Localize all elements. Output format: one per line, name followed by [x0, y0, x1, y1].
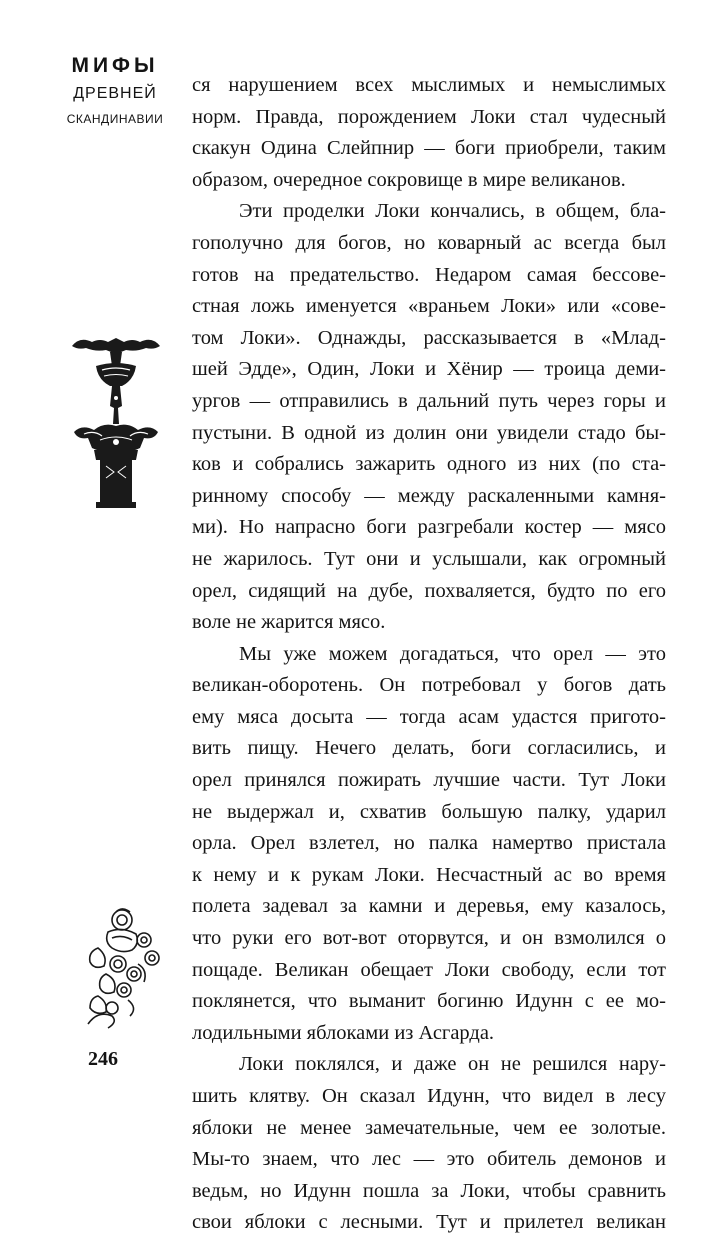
text-line: Эти проделки Локи кончались, в общем, бла- — [239, 200, 666, 223]
text-line: скакун Одина Слейпнир — боги приобрели, таким — [192, 137, 666, 160]
text-line: том Локи». Однажды, рассказывается в «Млад- — [192, 326, 666, 349]
text-line: вить пищу. Нечего делать, боги согласились, и — [192, 737, 666, 760]
text-line: воле не жарится мясо. — [192, 611, 386, 634]
floral-ornament-icon — [78, 904, 164, 1037]
text-line: что руки его вот-вот оторвутся, и он взмолился о — [192, 927, 666, 950]
text-line: не выдержал и, схватив большую палку, ударил — [192, 800, 666, 823]
series-subtitle-1: ДРЕВНЕЙ — [73, 85, 157, 102]
text-line: ринному способу — между раскаленными камня- — [192, 484, 666, 507]
text-line: ми). Но напрасно боги разгребали костер — мясо — [192, 516, 666, 539]
text-line: ведьм, но Идунн пошла за Локи, чтобы сравнить — [192, 1179, 666, 1202]
series-title: МИФЫ — [71, 54, 159, 77]
paragraph — [192, 1049, 666, 1239]
paragraph — [192, 70, 666, 196]
text-line: не жарилось. Тут они и услышали, как огромный — [192, 547, 666, 570]
text-line: готов на предательство. Недаром самая бессове- — [192, 263, 666, 286]
text-line: ургов — отправились в дальний путь через горы и — [192, 389, 666, 412]
text-line: орла. Орел взлетел, но палка намертво пристала — [192, 832, 666, 855]
text-line: Мы-то знаем, что лес — это обитель демонов и — [192, 1148, 666, 1171]
text-line: великан-оборотень. Он потребовал у богов дать — [192, 674, 666, 697]
text-line: стная ложь именуется «враньем Локи» или «сове- — [192, 295, 666, 318]
text-line: поклянется, что выманит богиню Идунн с ее мо- — [192, 990, 666, 1013]
page-number: 246 — [88, 1048, 118, 1070]
text-line: гополучно для богов, но коварный ас всегда был — [192, 231, 666, 254]
paragraph — [192, 639, 666, 1050]
text-line: Мы уже можем догадаться, что орел — это — [239, 642, 666, 665]
text-line: орел, сидящий на дубе, похваляется, будто по его — [192, 579, 666, 602]
text-line: к нему и к рукам Локи. Несчастный ас во время — [192, 863, 666, 886]
text-line: Локи поклялся, и даже он не решился нару- — [239, 1053, 666, 1076]
text-line: ся нарушением всех мыслимых и немыслимых — [192, 74, 666, 96]
text-line: полета задевал за камни и деревья, ему казалось, — [192, 895, 666, 918]
body-text — [192, 70, 666, 1239]
text-line: свои яблоки с лесными. Тут и прилетел великан — [192, 1211, 666, 1234]
series-subtitle-2: СКАНДИНАВИИ — [66, 112, 164, 126]
text-line: шить клятву. Он сказал Идунн, что видел в лесу — [192, 1085, 666, 1107]
text-line: ков и собрались зажарить одного из них (по ста- — [192, 453, 666, 476]
running-header — [60, 54, 170, 128]
text-line: орел принялся пожирать лучшие части. Тут Локи — [192, 769, 666, 792]
carved-pillar-ornament-icon — [70, 336, 162, 519]
text-line: яблоки не менее замечательные, чем ее золотые. — [192, 1116, 666, 1139]
text-line: лодильными яблоками из Асгарда. — [192, 1021, 495, 1044]
paragraph — [192, 196, 666, 638]
text-line: пустыни. В одной из долин они увидели стадо бы- — [192, 421, 666, 444]
text-line: шей Эдде», Один, Локи и Хёнир — троица деми- — [192, 358, 666, 381]
text-line: норм. Правда, порождением Локи стал чудесный — [192, 105, 666, 128]
text-line: ему мяса досыта — тогда асам удастся пригото- — [192, 705, 666, 728]
text-line: образом, очередное сокровище в мире великанов. — [192, 168, 626, 191]
text-line: пощаде. Великан обещает Локи свободу, если тот — [192, 958, 666, 981]
